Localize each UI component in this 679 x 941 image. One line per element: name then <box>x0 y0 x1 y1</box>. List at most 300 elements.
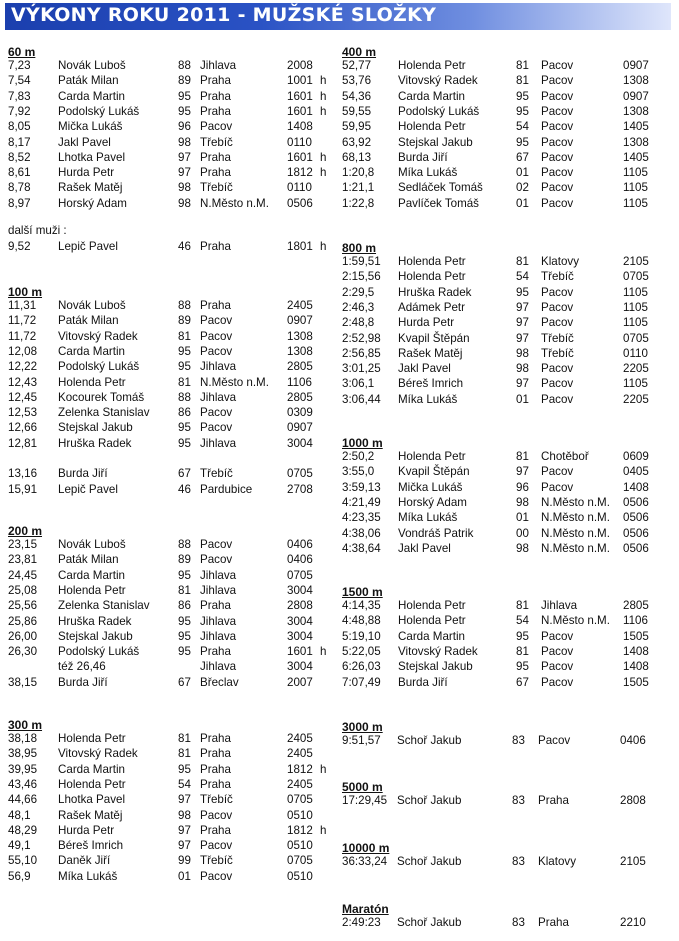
cell-place: Jihlava <box>200 629 237 643</box>
cell-name: Novák Luboš <box>58 538 126 551</box>
cell-date: 2405 <box>287 299 313 312</box>
cell-date: 2808 <box>620 794 646 807</box>
cell-t: 23,81 <box>8 553 38 567</box>
cell-yr: 97 <box>178 793 191 807</box>
cell-date: 1308 <box>623 74 649 88</box>
cell-t: 38,15 <box>8 675 38 689</box>
cell-t: 2:56,85 <box>342 346 381 360</box>
cell-yr: 54 <box>516 120 529 134</box>
cell-place: Praha <box>200 299 231 312</box>
cell-date: 0907 <box>623 59 649 72</box>
cell-date: 1408 <box>623 644 649 658</box>
cell-date: 0907 <box>287 421 313 435</box>
cell-place: Pacov <box>541 644 574 658</box>
cell-date: 1105 <box>623 316 648 330</box>
cell-name: Carda Martin <box>398 89 466 103</box>
cell-yr: 95 <box>516 629 529 643</box>
cell-t: 12,43 <box>8 375 38 389</box>
cell-place: Jihlava <box>200 660 237 674</box>
cell-name: Burda Jiří <box>398 675 448 689</box>
cell-yr: 97 <box>178 150 191 164</box>
cell-name: Holenda Petr <box>58 375 126 389</box>
cell-date: 2805 <box>287 360 313 374</box>
cell-place: Jihlava <box>200 614 237 628</box>
cell-yr: 95 <box>516 89 529 103</box>
cell-name: Paták Milan <box>58 553 119 567</box>
cell-date: 0405 <box>623 465 649 479</box>
cell-place: Třebíč <box>200 135 233 149</box>
cell-t: 11,72 <box>8 329 37 343</box>
cell-name: Kvapil Štěpán <box>398 331 470 345</box>
cell-place: N.Město n.M. <box>541 526 610 540</box>
cell-yr: 95 <box>178 421 191 435</box>
cell-place: Praha <box>200 150 231 164</box>
cell-flag: h <box>320 240 327 253</box>
cell-date: 0110 <box>287 181 312 195</box>
cell-place: Jihlava <box>541 599 578 612</box>
cell-date: 2405 <box>287 732 313 745</box>
cell-t: 48,29 <box>8 823 38 837</box>
cell-yr: 95 <box>178 645 191 659</box>
cell-t: 4:48,88 <box>342 614 381 628</box>
cell-place: Pacov <box>541 362 574 376</box>
cell-yr: 95 <box>178 629 191 643</box>
cell-t: 38,18 <box>8 732 38 745</box>
cell-yr: 97 <box>516 465 529 479</box>
cell-place: Pacov <box>541 89 574 103</box>
cell-place: Jihlava <box>200 583 237 597</box>
cell-place: Třebíč <box>200 854 233 868</box>
cell-date: 1105 <box>623 300 648 314</box>
cell-name: Podolský Lukáš <box>58 645 140 659</box>
cell-date: 0907 <box>287 314 313 328</box>
cell-name: Hruška Radek <box>58 614 132 628</box>
cell-place: Třebíč <box>541 270 574 284</box>
cell-yr: 81 <box>516 599 529 612</box>
cell-name: Vitovský Radek <box>58 329 138 343</box>
cell-place: Klatovy <box>538 855 577 868</box>
section-heading-m5000: 5000 m <box>342 780 383 794</box>
cell-yr: 54 <box>516 270 529 284</box>
cell-t: 1:20,8 <box>342 166 375 180</box>
cell-name: Podolský Lukáš <box>58 360 140 374</box>
cell-date: 1505 <box>623 629 649 643</box>
cell-date: 1001 <box>287 74 313 88</box>
cell-yr: 95 <box>178 344 191 358</box>
cell-yr: 81 <box>516 644 529 658</box>
cell-date: 2008 <box>287 59 313 72</box>
cell-place: Pardubice <box>200 482 253 496</box>
cell-yr: 01 <box>516 392 529 406</box>
cell-place: Praha <box>200 166 231 180</box>
cell-yr: 01 <box>178 869 191 883</box>
cell-t: 26,30 <box>8 645 38 659</box>
cell-yr: 95 <box>178 89 191 103</box>
cell-yr: 95 <box>178 436 191 450</box>
cell-flag: h <box>320 823 327 837</box>
cell-place: Pacov <box>541 480 574 494</box>
cell-name: Hurda Petr <box>58 166 115 180</box>
cell-yr: 67 <box>516 675 529 689</box>
cell-flag: h <box>320 645 327 659</box>
cell-name: Carda Martin <box>398 629 466 643</box>
cell-t: 8,05 <box>8 120 31 134</box>
cell-date: 0510 <box>287 808 313 822</box>
cell-yr: 81 <box>516 59 529 72</box>
section-heading-m800: 800 m <box>342 241 377 255</box>
cell-date: 1601 <box>287 89 313 103</box>
cell-date: 1601 <box>287 645 313 659</box>
cell-date: 1106 <box>623 614 648 628</box>
cell-t: 36:33,24 <box>342 855 388 868</box>
cell-name: Mička Lukáš <box>398 480 463 494</box>
section-heading-maraton: Maratón <box>342 902 389 916</box>
cell-place: Pacov <box>541 120 574 134</box>
cell-name: Míka Lukáš <box>398 392 458 406</box>
cell-name: Mička Lukáš <box>58 120 123 134</box>
cell-yr: 83 <box>512 734 525 747</box>
cell-name: Béreš Imrich <box>58 839 124 853</box>
cell-name: Carda Martin <box>58 568 126 582</box>
cell-name: Stejskal Jakub <box>58 629 133 643</box>
cell-date: 2210 <box>620 916 646 929</box>
cell-date: 2805 <box>287 390 313 404</box>
cell-name: Holenda Petr <box>58 777 126 791</box>
cell-place: Pacov <box>541 629 574 643</box>
cell-t: 54,36 <box>342 89 372 103</box>
cell-yr: 97 <box>178 823 191 837</box>
cell-yr: 97 <box>516 316 529 330</box>
cell-name: Pavlíček Tomáš <box>398 196 479 210</box>
cell-name: Carda Martin <box>58 344 126 358</box>
cell-place: Praha <box>538 916 569 929</box>
cell-t: 2:29,5 <box>342 285 375 299</box>
cell-t: 1:21,1 <box>342 181 375 195</box>
cell-place: Pacov <box>541 465 574 479</box>
cell-name: Lhotka Pavel <box>58 150 126 164</box>
cell-yr: 95 <box>178 360 191 374</box>
cell-place: Břeclav <box>200 675 239 689</box>
cell-place: Jihlava <box>200 59 237 72</box>
cell-yr: 95 <box>516 104 529 118</box>
cell-yr: 95 <box>178 762 191 776</box>
cell-place: Praha <box>200 732 231 745</box>
cell-t: 5:22,05 <box>342 644 381 658</box>
cell-yr: 97 <box>516 331 529 345</box>
cell-place: Třebíč <box>541 331 574 345</box>
cell-date: 1812 <box>287 823 313 837</box>
cell-name: Stejskal Jakub <box>58 421 133 435</box>
cell-name: Jakl Pavel <box>398 362 451 376</box>
cell-date: 1505 <box>623 675 649 689</box>
cell-yr: 98 <box>516 541 529 555</box>
cell-place: Praha <box>538 794 569 807</box>
cell-name: Lepič Pavel <box>58 482 118 496</box>
cell-t: 56,9 <box>8 869 31 883</box>
cell-yr: 01 <box>516 196 529 210</box>
cell-t: 8,61 <box>8 166 31 180</box>
cell-yr: 01 <box>516 166 529 180</box>
cell-yr: 98 <box>516 346 529 360</box>
cell-t: 4:21,49 <box>342 495 381 509</box>
cell-name: Holenda Petr <box>398 120 466 134</box>
cell-place: Pacov <box>541 150 574 164</box>
cell-t: 8,52 <box>8 150 31 164</box>
cell-date: 1106 <box>287 375 312 389</box>
cell-place: Chotěboř <box>541 450 589 463</box>
cell-place: Třebíč <box>200 793 233 807</box>
cell-name: Kocourek Tomáš <box>58 390 145 404</box>
cell-name: Schoř Jakub <box>397 916 462 929</box>
cell-yr: 86 <box>178 599 191 613</box>
cell-name: Stejskal Jakub <box>398 660 473 674</box>
cell-yr: 67 <box>178 675 191 689</box>
cell-yr: 83 <box>512 794 525 807</box>
cell-yr: 46 <box>178 482 191 496</box>
cell-date: 0705 <box>287 568 313 582</box>
cell-date: 0705 <box>287 467 313 481</box>
cell-date: 0705 <box>623 270 649 284</box>
cell-t: 4:14,35 <box>342 599 381 612</box>
cell-date: 1105 <box>623 196 648 210</box>
cell-yr: 83 <box>512 855 525 868</box>
cell-t: 44,66 <box>8 793 38 807</box>
cell-date: 2205 <box>623 392 649 406</box>
cell-yr: 97 <box>516 377 529 391</box>
section-heading-m100: 100 m <box>8 285 43 299</box>
cell-name: Horský Adam <box>58 196 127 210</box>
cell-date: 1408 <box>623 660 649 674</box>
cell-t: 4:38,64 <box>342 541 381 555</box>
cell-name: Vitovský Radek <box>58 747 138 761</box>
cell-place: Pacov <box>541 181 574 195</box>
cell-t: 12,81 <box>8 436 38 450</box>
cell-t: 9,52 <box>8 240 31 253</box>
cell-name: Burda Jiří <box>398 150 448 164</box>
cell-t: 12,66 <box>8 421 38 435</box>
cell-date: 1308 <box>623 104 649 118</box>
cell-place: N.Město n.M. <box>541 541 610 555</box>
cell-t: 7,83 <box>8 89 31 103</box>
cell-name: Jakl Pavel <box>58 135 111 149</box>
cell-date: 1105 <box>623 285 648 299</box>
cell-date: 2405 <box>287 777 313 791</box>
cell-place: Pacov <box>200 406 233 420</box>
cell-t: 6:26,03 <box>342 660 381 674</box>
section-heading-m60: 60 m <box>8 45 36 59</box>
title-banner <box>5 3 671 30</box>
cell-yr: 97 <box>516 300 529 314</box>
cell-t: 8,17 <box>8 135 31 149</box>
cell-t: 5:19,10 <box>342 629 381 643</box>
cell-place: Klatovy <box>541 255 580 268</box>
cell-date: 0406 <box>620 734 646 747</box>
cell-yr: 89 <box>178 314 191 328</box>
cell-name: Zelenka Stanislav <box>58 406 150 420</box>
cell-name: Carda Martin <box>58 762 126 776</box>
cell-date: 3004 <box>287 583 313 597</box>
cell-t: 48,1 <box>8 808 31 822</box>
cell-name: Rašek Matěj <box>398 346 463 360</box>
cell-t: 3:06,44 <box>342 392 381 406</box>
cell-place: Pacov <box>200 421 233 435</box>
cell-name: Schoř Jakub <box>397 855 462 868</box>
cell-yr: 95 <box>178 568 191 582</box>
cell-yr: 98 <box>178 181 191 195</box>
section-heading-m1000: 1000 m <box>342 436 383 450</box>
page-title: VÝKONY ROKU 2011 - MUŽSKÉ SLOŽKY <box>11 4 437 26</box>
cell-yr: 67 <box>178 467 191 481</box>
cell-t: 25,08 <box>8 583 38 597</box>
cell-t: 68,13 <box>342 150 372 164</box>
cell-date: 0506 <box>623 495 649 509</box>
cell-t: 3:55,0 <box>342 465 375 479</box>
cell-t: 2:15,56 <box>342 270 381 284</box>
cell-t: 2:46,3 <box>342 300 375 314</box>
cell-yr: 89 <box>178 74 191 88</box>
cell-name: Podolský Lukáš <box>398 104 480 118</box>
cell-place: Praha <box>200 747 231 761</box>
cell-t: 38,95 <box>8 747 38 761</box>
cell-date: 1405 <box>623 120 649 134</box>
cell-yr: 81 <box>178 375 191 389</box>
cell-yr: 67 <box>516 150 529 164</box>
cell-place: Praha <box>200 104 231 118</box>
cell-yr: 98 <box>178 808 191 822</box>
cell-place: Pacov <box>541 377 574 391</box>
section-heading-m200: 200 m <box>8 524 43 538</box>
cell-place: Pacov <box>200 538 233 551</box>
cell-place: Pacov <box>541 59 574 72</box>
cell-flag: h <box>320 150 327 164</box>
cell-date: 0406 <box>287 538 313 551</box>
cell-date: 1308 <box>287 344 313 358</box>
cell-place: Pacov <box>200 344 233 358</box>
cell-place: Praha <box>200 240 231 253</box>
cell-yr: 88 <box>178 538 191 551</box>
cell-t: 7,92 <box>8 104 31 118</box>
cell-name: Adámek Petr <box>398 300 466 314</box>
cell-place: Pacov <box>541 300 574 314</box>
cell-date: 3004 <box>287 660 313 674</box>
cell-t: 24,45 <box>8 568 38 582</box>
cell-name: Schoř Jakub <box>397 734 462 747</box>
cell-yr: 98 <box>178 135 191 149</box>
cell-t: 2:49:23 <box>342 916 381 929</box>
cell-date: 1601 <box>287 150 313 164</box>
cell-place: N.Město n.M. <box>200 196 269 210</box>
cell-name: Novák Luboš <box>58 299 126 312</box>
cell-name: Míka Lukáš <box>58 869 118 883</box>
cell-yr: 02 <box>516 181 529 195</box>
cell-date: 0309 <box>287 406 313 420</box>
cell-yr: 88 <box>178 59 191 72</box>
cell-date: 1308 <box>623 135 649 149</box>
cell-date: 0110 <box>623 346 648 360</box>
cell-place: Praha <box>200 777 231 791</box>
cell-yr: 96 <box>516 480 529 494</box>
cell-name: Kvapil Štěpán <box>398 465 470 479</box>
cell-place: Pacov <box>541 104 574 118</box>
cell-place: Jihlava <box>200 436 237 450</box>
cell-place: Pacov <box>200 314 233 328</box>
cell-t: 4:38,06 <box>342 526 381 540</box>
cell-flag: h <box>320 104 327 118</box>
cell-t: 7:07,49 <box>342 675 381 689</box>
cell-yr: 95 <box>516 285 529 299</box>
cell-flag: h <box>320 166 327 180</box>
cell-date: 2105 <box>620 855 646 868</box>
cell-t: 12,08 <box>8 344 38 358</box>
cell-date: 1105 <box>623 166 648 180</box>
cell-yr: 95 <box>178 614 191 628</box>
cell-place: Pacov <box>200 808 233 822</box>
cell-t: 8,97 <box>8 196 31 210</box>
cell-t: 55,10 <box>8 854 38 868</box>
cell-t: 53,76 <box>342 74 372 88</box>
cell-date: 0705 <box>287 854 313 868</box>
cell-place: Pacov <box>541 135 574 149</box>
cell-t: 2:48,8 <box>342 316 375 330</box>
cell-name: Lepič Pavel <box>58 240 118 253</box>
cell-yr: 98 <box>516 495 529 509</box>
cell-name: Zelenka Stanislav <box>58 599 150 613</box>
cell-t: 15,91 <box>8 482 38 496</box>
cell-name: Jakl Pavel <box>398 541 451 555</box>
cell-yr: 88 <box>178 299 191 312</box>
cell-yr: 81 <box>516 74 529 88</box>
cell-date: 0705 <box>623 331 649 345</box>
cell-place: Jihlava <box>200 568 237 582</box>
cell-t: 3:06,1 <box>342 377 375 391</box>
cell-name: Paták Milan <box>58 314 119 328</box>
cell-yr: 97 <box>178 839 191 853</box>
cell-place: Třebíč <box>200 181 233 195</box>
cell-name: Paták Milan <box>58 74 119 88</box>
cell-yr: 81 <box>178 732 191 745</box>
cell-date: 0609 <box>623 450 649 463</box>
cell-t: 52,77 <box>342 59 372 72</box>
cell-t: 3:59,13 <box>342 480 381 494</box>
cell-name: Míka Lukáš <box>398 511 458 525</box>
cell-t: 12,53 <box>8 406 38 420</box>
cell-name: Horský Adam <box>398 495 467 509</box>
cell-date: 0510 <box>287 869 313 883</box>
cell-t: 25,86 <box>8 614 38 628</box>
cell-name: též 26,46 <box>58 660 106 674</box>
cell-name: Stejskal Jakub <box>398 135 473 149</box>
cell-date: 2205 <box>623 362 649 376</box>
cell-yr: 83 <box>512 916 525 929</box>
cell-date: 1105 <box>623 181 648 195</box>
cell-name: Holenda Petr <box>58 732 126 745</box>
cell-name: Podolský Lukáš <box>58 104 140 118</box>
cell-yr: 54 <box>516 614 529 628</box>
section-heading-m300: 300 m <box>8 718 43 732</box>
cell-name: Rašek Matěj <box>58 181 123 195</box>
cell-t: 26,00 <box>8 629 38 643</box>
cell-date: 0506 <box>623 541 649 555</box>
cell-t: 63,92 <box>342 135 372 149</box>
cell-t: 11,72 <box>8 314 37 328</box>
cell-place: Praha <box>200 762 231 776</box>
cell-t: 9:51,57 <box>342 734 381 747</box>
cell-place: Pacov <box>541 196 574 210</box>
section-note: další muži : <box>8 224 67 237</box>
cell-date: 0506 <box>623 526 649 540</box>
cell-yr: 98 <box>516 362 529 376</box>
cell-place: Pacov <box>200 869 233 883</box>
